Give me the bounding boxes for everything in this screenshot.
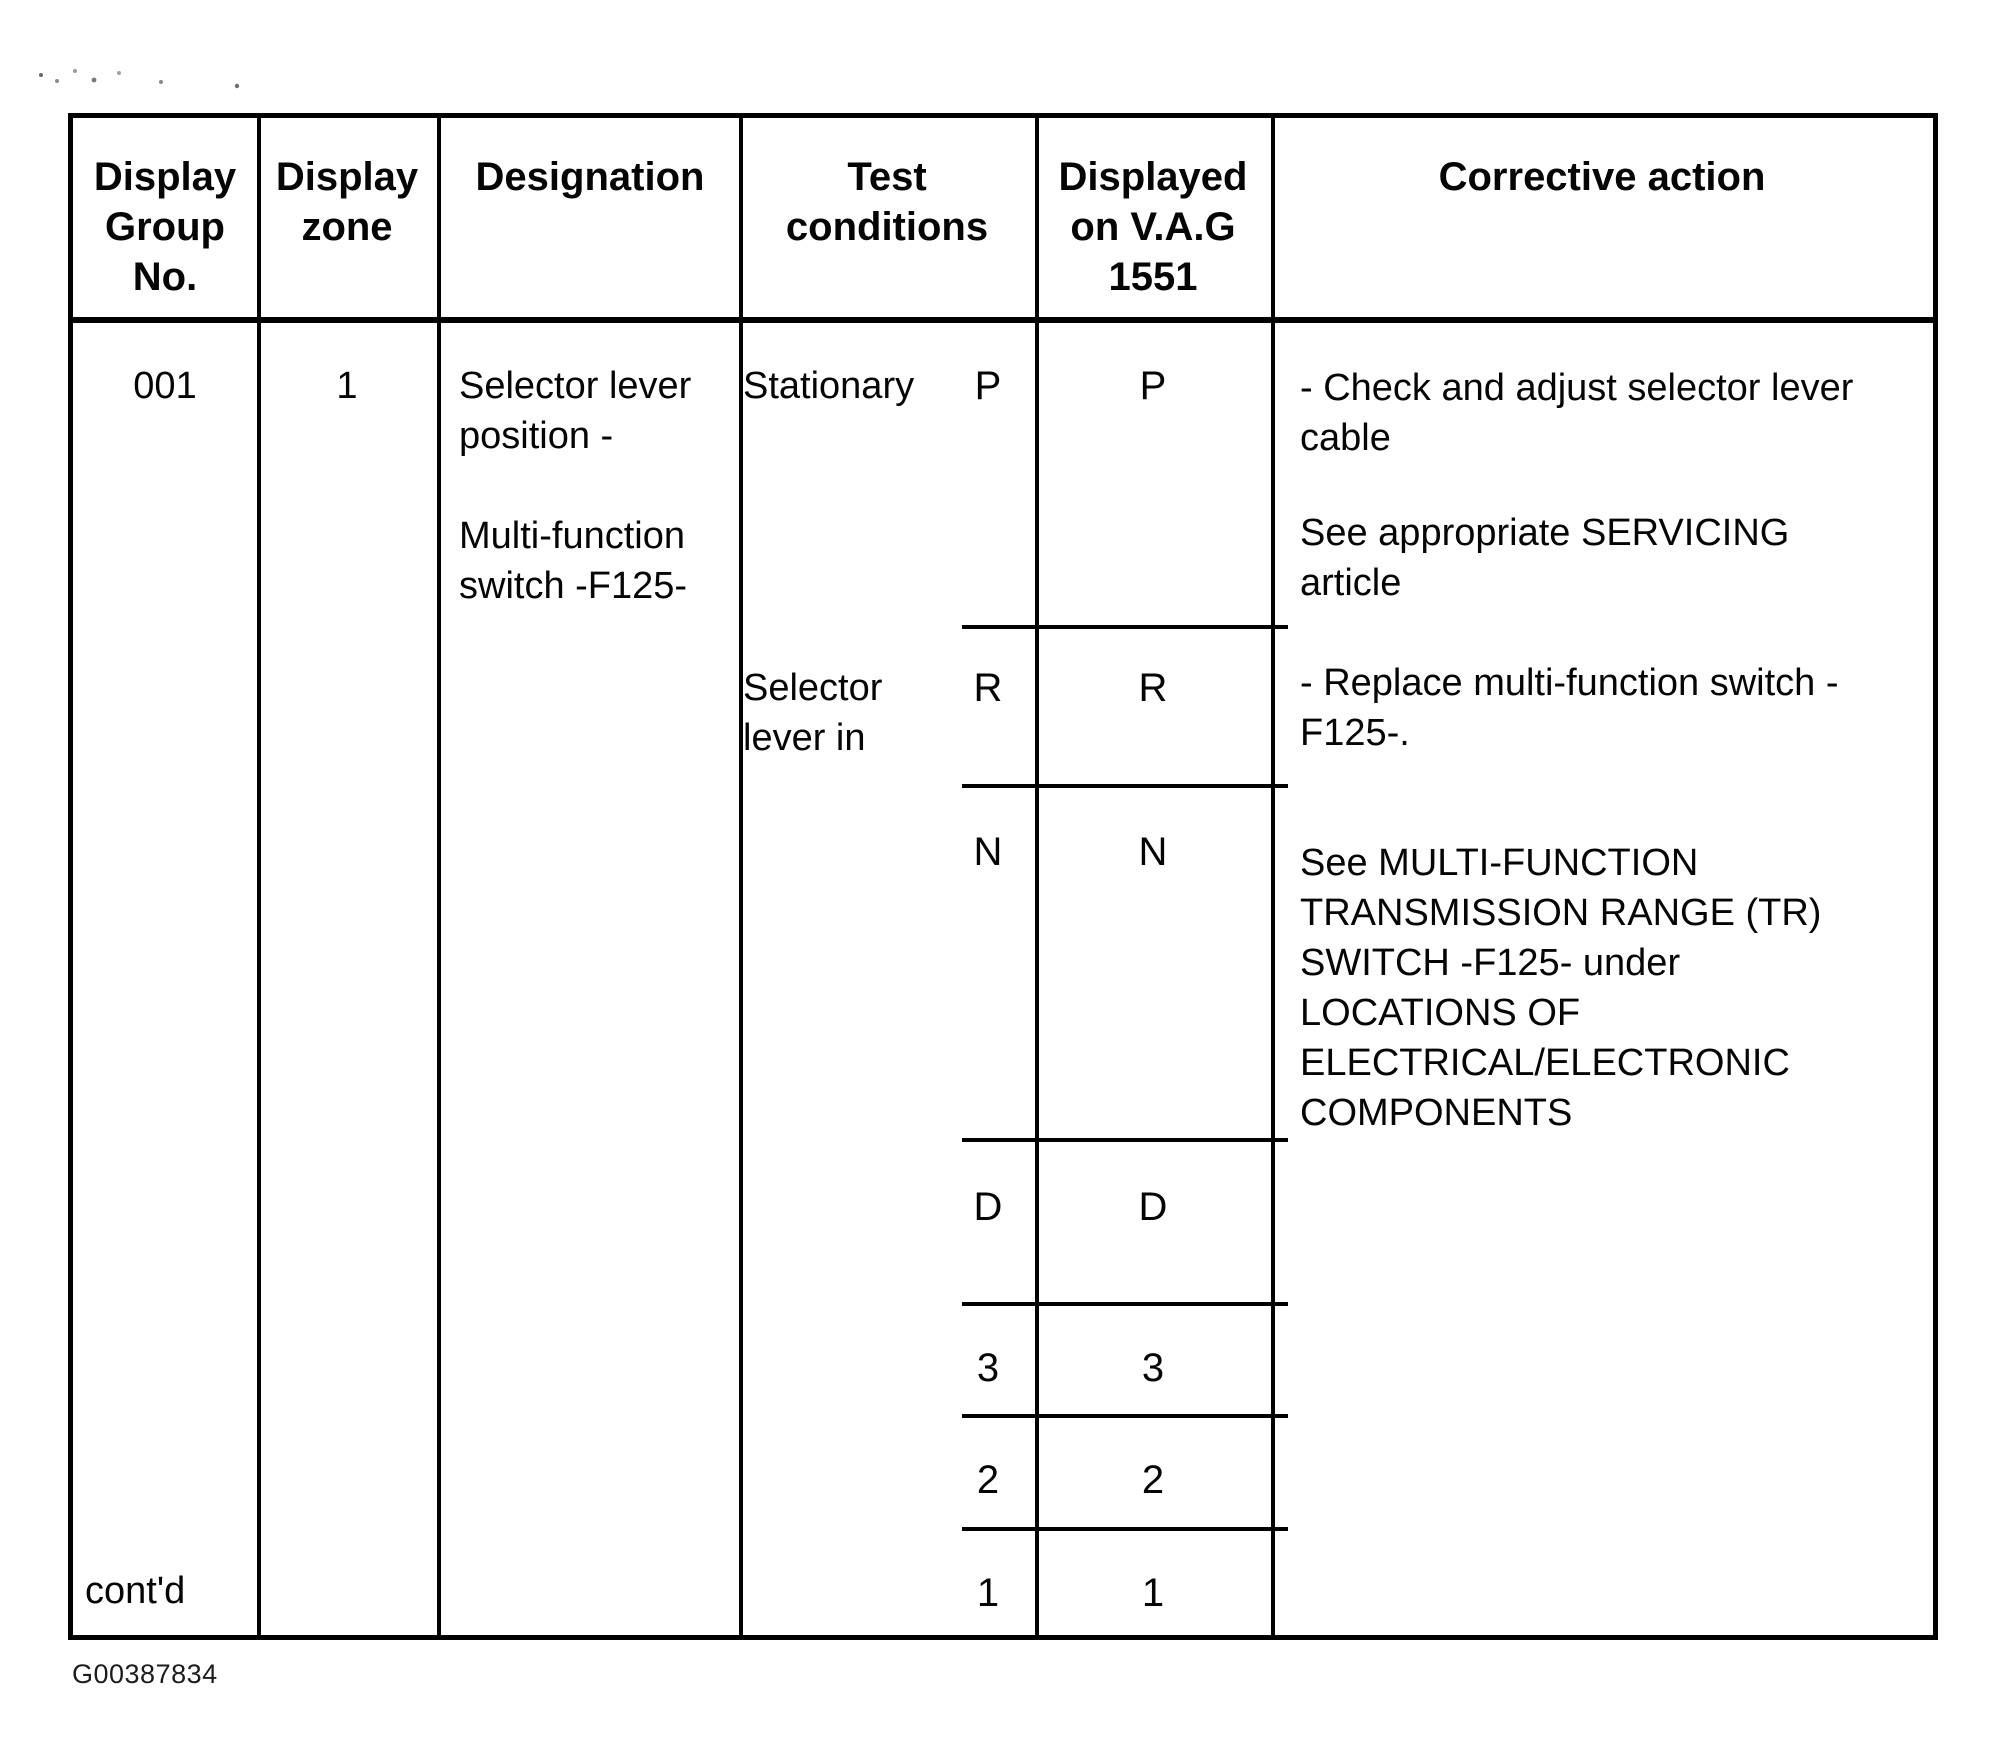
- designation-line: Selector lever: [459, 365, 692, 407]
- condition-value-2: 2: [976, 1458, 1000, 1502]
- column-border-1: [257, 118, 261, 1635]
- header-line: Group: [105, 205, 225, 249]
- column-border-3: [739, 118, 743, 1635]
- displayed-value-2: 2: [1141, 1458, 1165, 1502]
- column-border-2: [437, 118, 441, 1635]
- header-line: zone: [301, 205, 393, 249]
- corrective-action-see-locations: [1300, 838, 1916, 1138]
- corrective-line: TRANSMISSION RANGE (TR): [1300, 892, 1822, 934]
- corrective-action-check-adjust: [1300, 363, 1916, 463]
- condition-value-1: 1: [976, 1571, 1000, 1615]
- displayed-value-r: R: [1138, 666, 1168, 710]
- corrective-line: F125-.: [1300, 712, 1410, 754]
- corrective-line: article: [1300, 562, 1402, 604]
- condition-value-n: N: [973, 830, 1003, 874]
- condition-line: Selector: [743, 667, 883, 709]
- diagnostic-table: [68, 113, 1938, 1640]
- displayed-value-d: D: [1138, 1185, 1168, 1229]
- row-divider-r-n: [962, 784, 1288, 788]
- condition-line: lever in: [743, 717, 866, 759]
- continued-label: cont'd: [85, 1570, 186, 1612]
- designation-line: [459, 461, 734, 511]
- cell-display-group-no: 001: [133, 365, 197, 407]
- header-display-zone: [257, 152, 437, 252]
- header-line: Corrective action: [1438, 155, 1766, 199]
- header-designation: [441, 152, 739, 202]
- row-divider-d-3: [962, 1302, 1288, 1306]
- corrective-line: - Check and adjust selector lever: [1300, 367, 1854, 409]
- row-divider-p-r: [962, 625, 1288, 629]
- header-line: No.: [132, 255, 198, 299]
- condition-selector-lever-in: [743, 663, 958, 763]
- corrective-action-replace-switch: [1300, 658, 1916, 758]
- row-divider-n-d: [962, 1138, 1288, 1142]
- corrective-line: COMPONENTS: [1300, 1092, 1573, 1134]
- header-test-conditions: [739, 152, 1035, 252]
- header-displayed-on-vag-1551: [1035, 152, 1271, 302]
- header-bottom-border: [73, 317, 1933, 323]
- condition-value-r: R: [973, 666, 1003, 710]
- condition-stationary: Stationary: [743, 365, 915, 407]
- condition-value-d: D: [973, 1185, 1003, 1229]
- corrective-line: cable: [1300, 417, 1391, 459]
- row-divider-2-1: [962, 1527, 1288, 1531]
- corrective-line: See MULTI-FUNCTION: [1300, 842, 1699, 884]
- header-display-group-no: [73, 152, 257, 302]
- corrective-action-servicing: [1300, 508, 1916, 608]
- condition-value-p: P: [974, 364, 1002, 408]
- displayed-value-n: N: [1138, 830, 1168, 874]
- displayed-value-1: 1: [1141, 1571, 1165, 1615]
- header-line: on V.A.G: [1070, 205, 1236, 249]
- condition-value-3: 3: [976, 1346, 1000, 1390]
- designation-line: Multi-function: [459, 515, 685, 557]
- corrective-line: See appropriate SERVICING: [1300, 512, 1790, 554]
- corrective-line: - Replace multi-function switch -: [1300, 662, 1839, 704]
- header-corrective-action: [1271, 152, 1933, 202]
- designation-line: switch -F125-: [459, 565, 688, 607]
- header-line: Designation: [475, 155, 705, 199]
- header-line: 1551: [1108, 255, 1198, 299]
- header-line: Display: [275, 155, 419, 199]
- corrective-line: SWITCH -F125- under: [1300, 942, 1681, 984]
- header-line: Displayed: [1058, 155, 1248, 199]
- scan-noise-artifacts: [0, 0, 2, 2]
- header-line: conditions: [785, 205, 989, 249]
- corrective-line: LOCATIONS OF: [1300, 992, 1581, 1034]
- column-border-5: [1271, 118, 1275, 1635]
- corrective-line: ELECTRICAL/ELECTRONIC: [1300, 1042, 1790, 1084]
- row-divider-3-2: [962, 1414, 1288, 1418]
- cell-display-zone: 1: [336, 365, 358, 407]
- designation-line: position -: [459, 415, 614, 457]
- header-line: Test: [847, 155, 927, 199]
- displayed-value-p: P: [1139, 364, 1167, 408]
- header-line: Display: [93, 155, 237, 199]
- figure-code-label: G00387834: [72, 1659, 218, 1689]
- displayed-value-3: 3: [1141, 1346, 1165, 1390]
- cell-designation: [459, 361, 734, 611]
